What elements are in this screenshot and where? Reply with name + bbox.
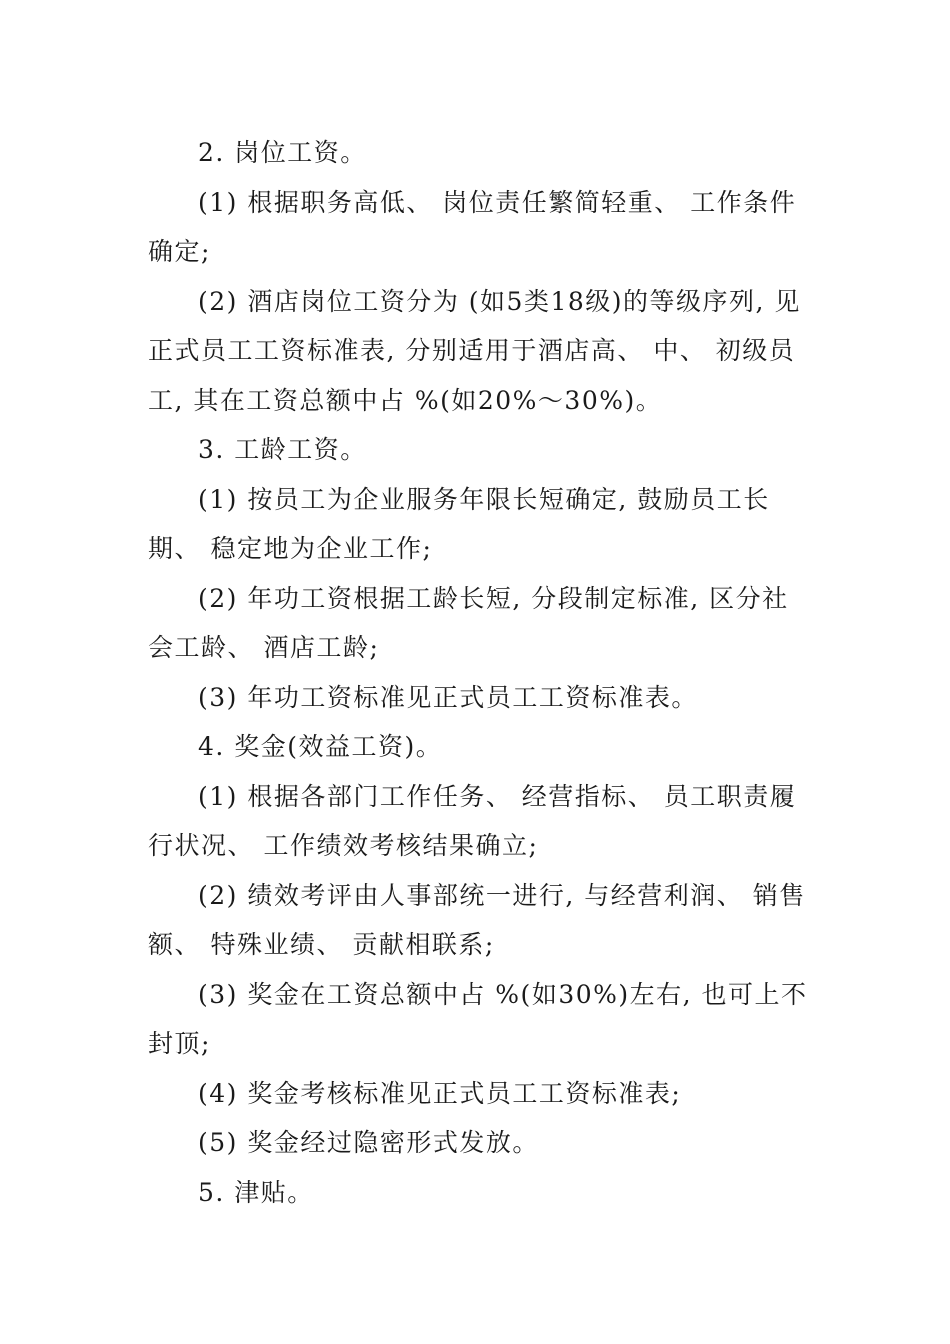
paragraph: (1) 根据职务高低、 岗位责任繁简轻重、 工作条件确定; — [148, 187, 797, 266]
paragraph: (4) 奖金考核标准见正式员工工资标准表; — [198, 1078, 682, 1108]
section-heading-bonus: 4. 奖金(效益工资)。 — [198, 732, 443, 761]
section-heading-seniority-wage: 3. 工龄工资。 — [198, 435, 367, 464]
section-heading-position-wage: 2. 岗位工资。 — [198, 138, 367, 167]
document-body — [148, 128, 808, 1217]
paragraph: (1) 根据各部门工作任务、 经营指标、 员工职责履行状况、 工作绩效考核结果确立; — [148, 781, 797, 860]
paragraph: (3) 年功工资标准见正式员工工资标准表。 — [198, 682, 698, 712]
paragraph: (2) 年功工资根据工龄长短, 分段制定标准, 区分社会工龄、 酒店工龄; — [148, 583, 789, 662]
paragraph: (3) 奖金在工资总额中占 %(如30%)左右, 也可上不封顶; — [148, 979, 808, 1058]
paragraph: (5) 奖金经过隐密形式发放。 — [198, 1128, 539, 1157]
paragraph: (2) 酒店岗位工资分为 (如5类18级)的等级序列, 见正式员工工资标准表, 分别适用于酒店高、 中、 初级员工, 其在工资总额中占 %(如20%～30%)。 — [148, 286, 801, 415]
paragraph: (1) 按员工为企业服务年限长短确定, 鼓励员工长期、 稳定地为企业工作; — [148, 484, 770, 563]
section-heading-allowance: 5. 津贴。 — [198, 1177, 314, 1207]
paragraph: (2) 绩效考评由人事部统一进行, 与经营利润、 销售额、 特殊业绩、 贡献相联系; — [148, 880, 806, 959]
